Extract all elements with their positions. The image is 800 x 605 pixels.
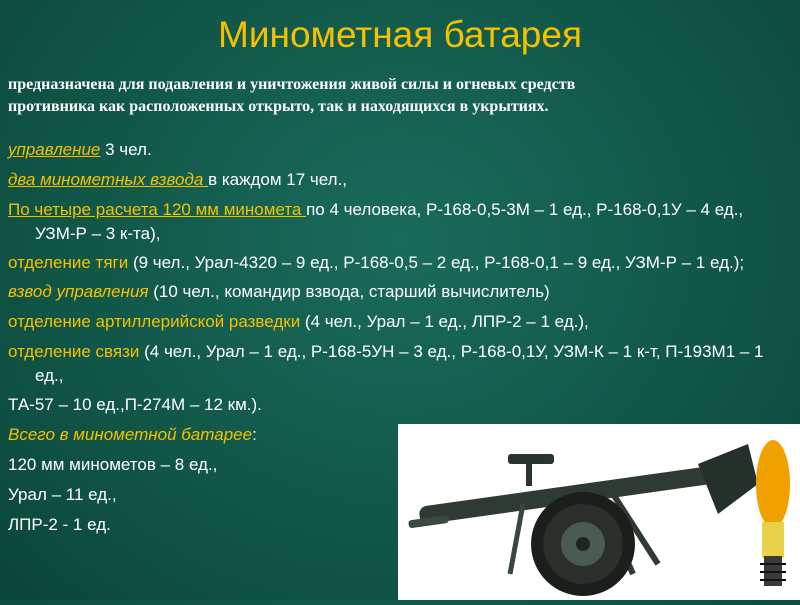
- item-control-label: управление: [8, 140, 101, 159]
- item-signal-cont: ТА-57 – 10 ед.,П-274М – 12 км.).: [8, 395, 262, 414]
- item-crews-label: По четыре расчета 120 мм миномета: [8, 200, 307, 219]
- item-platoons-value: в каждом 17 чел.,: [208, 170, 348, 189]
- mortar-image: [398, 424, 800, 600]
- total-heading-label: Всего в минометной батарее: [8, 425, 253, 444]
- item-signal: [8, 340, 788, 388]
- item-traction-value: (9 чел., Урал-4320 – 9 ед., Р-168-0,5 – 2 ед., Р-168-0,1 – 9 ед., УЗМ-Р – 1 ед.);: [128, 253, 745, 272]
- total-heading-colon: :: [252, 425, 257, 444]
- item-crews: [8, 198, 788, 246]
- purpose-line-2: противника как расположенных открыто, так и находящихся в укрытиях.: [8, 98, 549, 115]
- item-platoons-label: два минометных взвода: [8, 170, 209, 189]
- item-platoons: [8, 168, 788, 192]
- purpose-text: [8, 74, 788, 118]
- page-title: Минометная батарея: [218, 14, 582, 55]
- item-traction: [8, 251, 788, 275]
- item-control: [8, 138, 788, 162]
- item-control-value: 3 чел.: [100, 140, 152, 159]
- total-lpr: ЛПР-2 - 1 ед.: [8, 515, 111, 534]
- total-mortars: 120 мм минометов – 8 ед.,: [8, 455, 218, 474]
- item-control-platoon-label: взвод управления: [8, 282, 149, 301]
- item-recon-value: (4 чел., Урал – 1 ед., ЛПР-2 – 1 ед.),: [300, 312, 589, 331]
- item-recon: [8, 310, 788, 334]
- item-control-platoon: [8, 280, 788, 304]
- item-recon-label: отделение артиллерийской разведки: [8, 312, 301, 331]
- item-traction-label: отделение тяги: [8, 253, 129, 272]
- purpose-line-1: предназначена для подавления и уничтожения живой силы и огневых средств: [8, 76, 576, 93]
- total-trucks: Урал – 11 ед.,: [8, 485, 117, 504]
- item-crews-value: по 4 человека, Р-168-0,5-3М – 1 ед., Р-168-0,1У – 4 ед., УЗМ-Р – 3 к-та),: [35, 200, 744, 243]
- item-signal-label: отделение связи: [8, 342, 140, 361]
- item-signal-value: (4 чел., Урал – 1 ед., Р-168-5УН – 3 ед., Р-168-0,1У, УЗМ-К – 1 к-т, П-193М1 – 1 ед.,: [35, 342, 764, 385]
- item-control-platoon-value: (10 чел., командир взвода, старший вычислитель): [148, 282, 550, 301]
- mortar-illustration-icon: [398, 424, 800, 600]
